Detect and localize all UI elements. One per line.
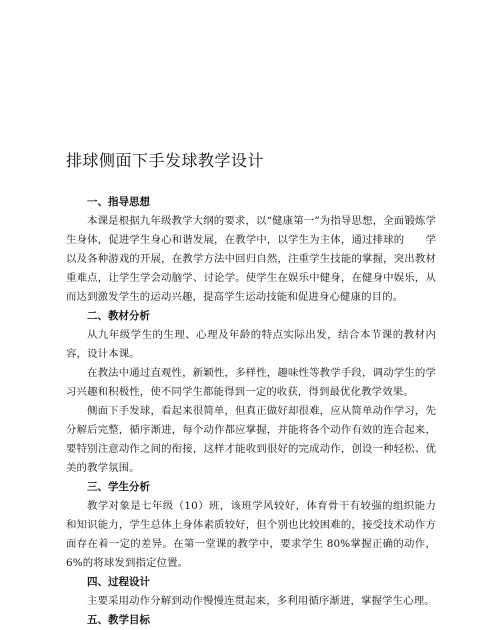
- section-heading-material-analysis: 二、教材分析: [87, 310, 150, 322]
- document-body: [66, 193, 436, 630]
- paragraph-guiding-ideology: 本课是根据九年级教学大纲的要求，以“健康第一”为指导思想，全面锻炼学生身体，促进学生身心和谐发展，在教学中，以学生为主体，通过排球的 学以及各种游戏的开展，在教学方法中回归自然，注重学生技能的掌握，突出教材重难点，让学生学会动脑学、讨论学。使学生在娱乐中健身，在健身中娱乐，从而达到激发学生的运动兴趣，提高学生运动技能和促进身心健康的目的。: [66, 215, 436, 303]
- section-heading-guiding-ideology: 一、指导思想: [87, 196, 150, 208]
- section-heading-process-design: 四、过程设计: [87, 576, 150, 588]
- section-heading-teaching-objectives: 五、教学目标: [87, 614, 150, 626]
- paragraph-material-analysis-1: 从九年级学生的生理、心理及年龄的特点实际出发，结合本节课的教材内容，设计本课。: [66, 329, 436, 360]
- paragraph-material-analysis-3: 侧面下手发球，看起来很简单，但真正做好却很难，应从简单动作学习，先分解后完整，循序渐进，每个动作都应掌握，并能将各个动作有效的连合起来，要特别注意动作之间的衔接，这样才能收到很好的完成动作，创设一种轻松、优美的教学氛围。: [66, 405, 436, 474]
- section-heading-student-analysis: 三、学生分析: [87, 481, 150, 493]
- paragraph-student-analysis: 教学对象是七年级（10）班，该班学风较好，体育骨干有较强的组织能力和知识能力，学生总体上身体素质较好，但个别也比较困难的，接受技术动作方面存在着一定的差异。在第一堂课的教学中，要求学生 80%掌握正确的动作，6%的将球发到指定位置。: [66, 500, 436, 569]
- paragraph-material-analysis-2: 在教法中通过直观性，新颖性，多样性，趣味性等教学手段，调动学生的学习兴趣和积极性，使不同学生都能得到一定的收获，得到最优化教学效果。: [66, 367, 436, 398]
- paragraph-process-design: 主要采用动作分解到动作慢慢连贯起来，多利用循序渐进，掌握学生心理。: [87, 595, 435, 607]
- document-title: 排球侧面下手发球教学设计: [66, 151, 265, 170]
